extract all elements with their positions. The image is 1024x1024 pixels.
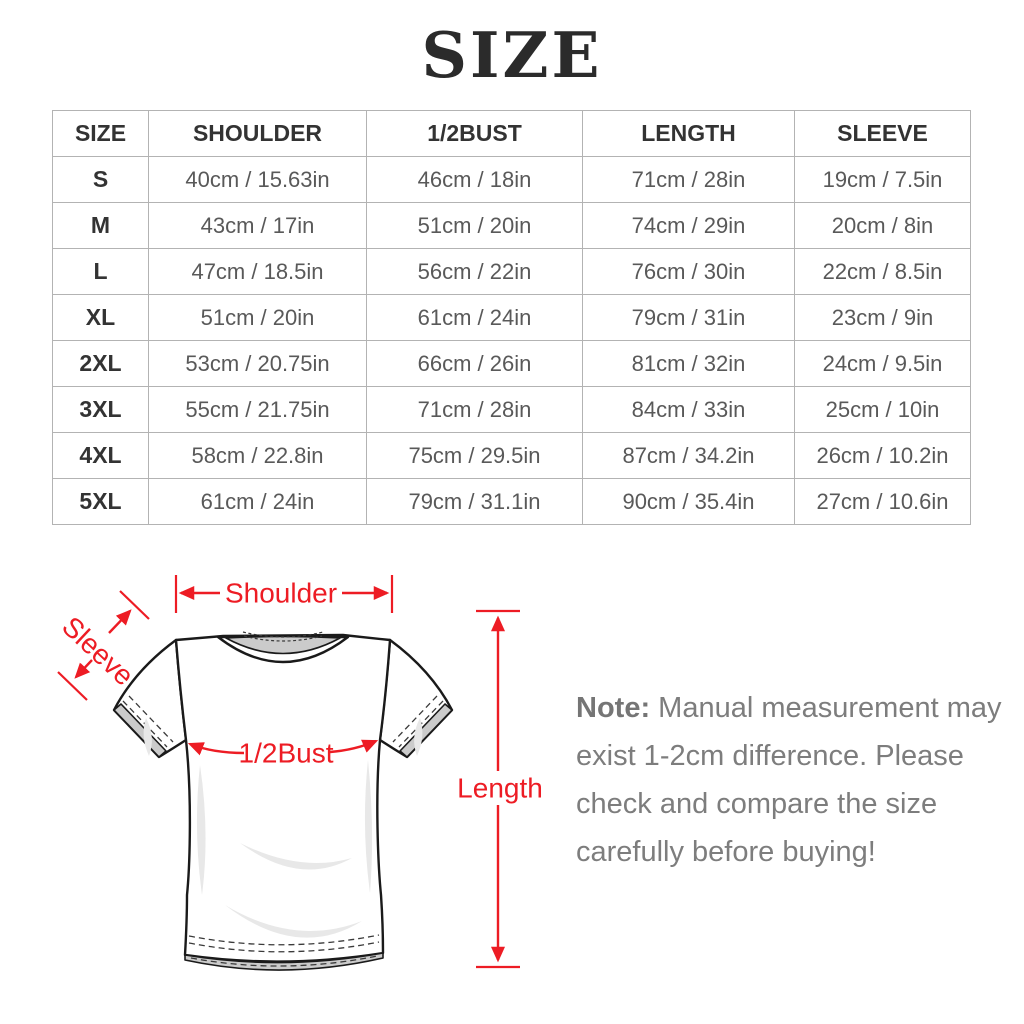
col-header-size: SIZE: [53, 111, 149, 157]
cell-sleeve: 26cm / 10.2in: [795, 433, 971, 479]
cell-length: 90cm / 35.4in: [583, 479, 795, 525]
cell-bust: 56cm / 22in: [367, 249, 583, 295]
table-row: [53, 433, 971, 479]
length-label: Length: [457, 772, 543, 804]
cell-length: 76cm / 30in: [583, 249, 795, 295]
shoulder-dimension: [176, 575, 392, 613]
cell-sleeve: 23cm / 9in: [795, 295, 971, 341]
table-row: [53, 249, 971, 295]
cell-size: M: [53, 203, 149, 249]
col-header-shoulder: SHOULDER: [149, 111, 367, 157]
cell-size: 2XL: [53, 341, 149, 387]
cell-shoulder: 58cm / 22.8in: [149, 433, 367, 479]
length-dimension: [457, 611, 543, 967]
cell-shoulder: 51cm / 20in: [149, 295, 367, 341]
cell-size: 5XL: [53, 479, 149, 525]
table-row: [53, 341, 971, 387]
cell-bust: 51cm / 20in: [367, 203, 583, 249]
cell-bust: 79cm / 31.1in: [367, 479, 583, 525]
sleeve-arrow-up: [109, 611, 130, 633]
cell-length: 87cm / 34.2in: [583, 433, 795, 479]
cell-sleeve: 27cm / 10.6in: [795, 479, 971, 525]
cell-sleeve: 24cm / 9.5in: [795, 341, 971, 387]
table-row: [53, 157, 971, 203]
note: [576, 684, 1006, 876]
cell-size: L: [53, 249, 149, 295]
note-label: Note:: [576, 692, 651, 724]
table-row: [53, 295, 971, 341]
cell-length: 84cm / 33in: [583, 387, 795, 433]
tshirt-illustration: [114, 632, 452, 970]
cell-bust: 46cm / 18in: [367, 157, 583, 203]
col-header-length: LENGTH: [583, 111, 795, 157]
cell-length: 74cm / 29in: [583, 203, 795, 249]
table-row: [53, 479, 971, 525]
sleeve-arrow-down: [76, 660, 92, 677]
table-row: [53, 387, 971, 433]
note-text: Manual measurement may exist 1-2cm difference. Please check and compare the size carefully before buying!: [576, 692, 1002, 868]
cell-size: 4XL: [53, 433, 149, 479]
cell-sleeve: 25cm / 10in: [795, 387, 971, 433]
shoulder-label: Shoulder: [224, 577, 338, 609]
cell-shoulder: 43cm / 17in: [149, 203, 367, 249]
table-row: [53, 203, 971, 249]
table-header-row: [53, 111, 971, 157]
cell-sleeve: 22cm / 8.5in: [795, 249, 971, 295]
cell-bust: 61cm / 24in: [367, 295, 583, 341]
tshirt-body: [176, 635, 390, 962]
cell-length: 71cm / 28in: [583, 157, 795, 203]
page-title: SIZE: [421, 18, 603, 92]
cell-shoulder: 53cm / 20.75in: [149, 341, 367, 387]
sleeve-tick-bottom: [58, 672, 87, 700]
cell-bust: 71cm / 28in: [367, 387, 583, 433]
cell-length: 81cm / 32in: [583, 341, 795, 387]
cell-bust: 75cm / 29.5in: [367, 433, 583, 479]
cell-sleeve: 19cm / 7.5in: [795, 157, 971, 203]
cell-shoulder: 61cm / 24in: [149, 479, 367, 525]
sleeve-tick-top: [120, 591, 149, 619]
cell-size: S: [53, 157, 149, 203]
cell-size: XL: [53, 295, 149, 341]
col-header-sleeve: SLEEVE: [795, 111, 971, 157]
sleeve-label: Sleeve: [56, 610, 140, 692]
cell-shoulder: 40cm / 15.63in: [149, 157, 367, 203]
col-header-bust: 1/2BUST: [367, 111, 583, 157]
cell-sleeve: 20cm / 8in: [795, 203, 971, 249]
bust-label: 1/2Bust: [238, 737, 334, 769]
cell-size: 3XL: [53, 387, 149, 433]
cell-length: 79cm / 31in: [583, 295, 795, 341]
tshirt-measurement-diagram: [50, 565, 560, 1000]
size-table: [52, 110, 971, 525]
cell-shoulder: 47cm / 18.5in: [149, 249, 367, 295]
cell-bust: 66cm / 26in: [367, 341, 583, 387]
cell-shoulder: 55cm / 21.75in: [149, 387, 367, 433]
